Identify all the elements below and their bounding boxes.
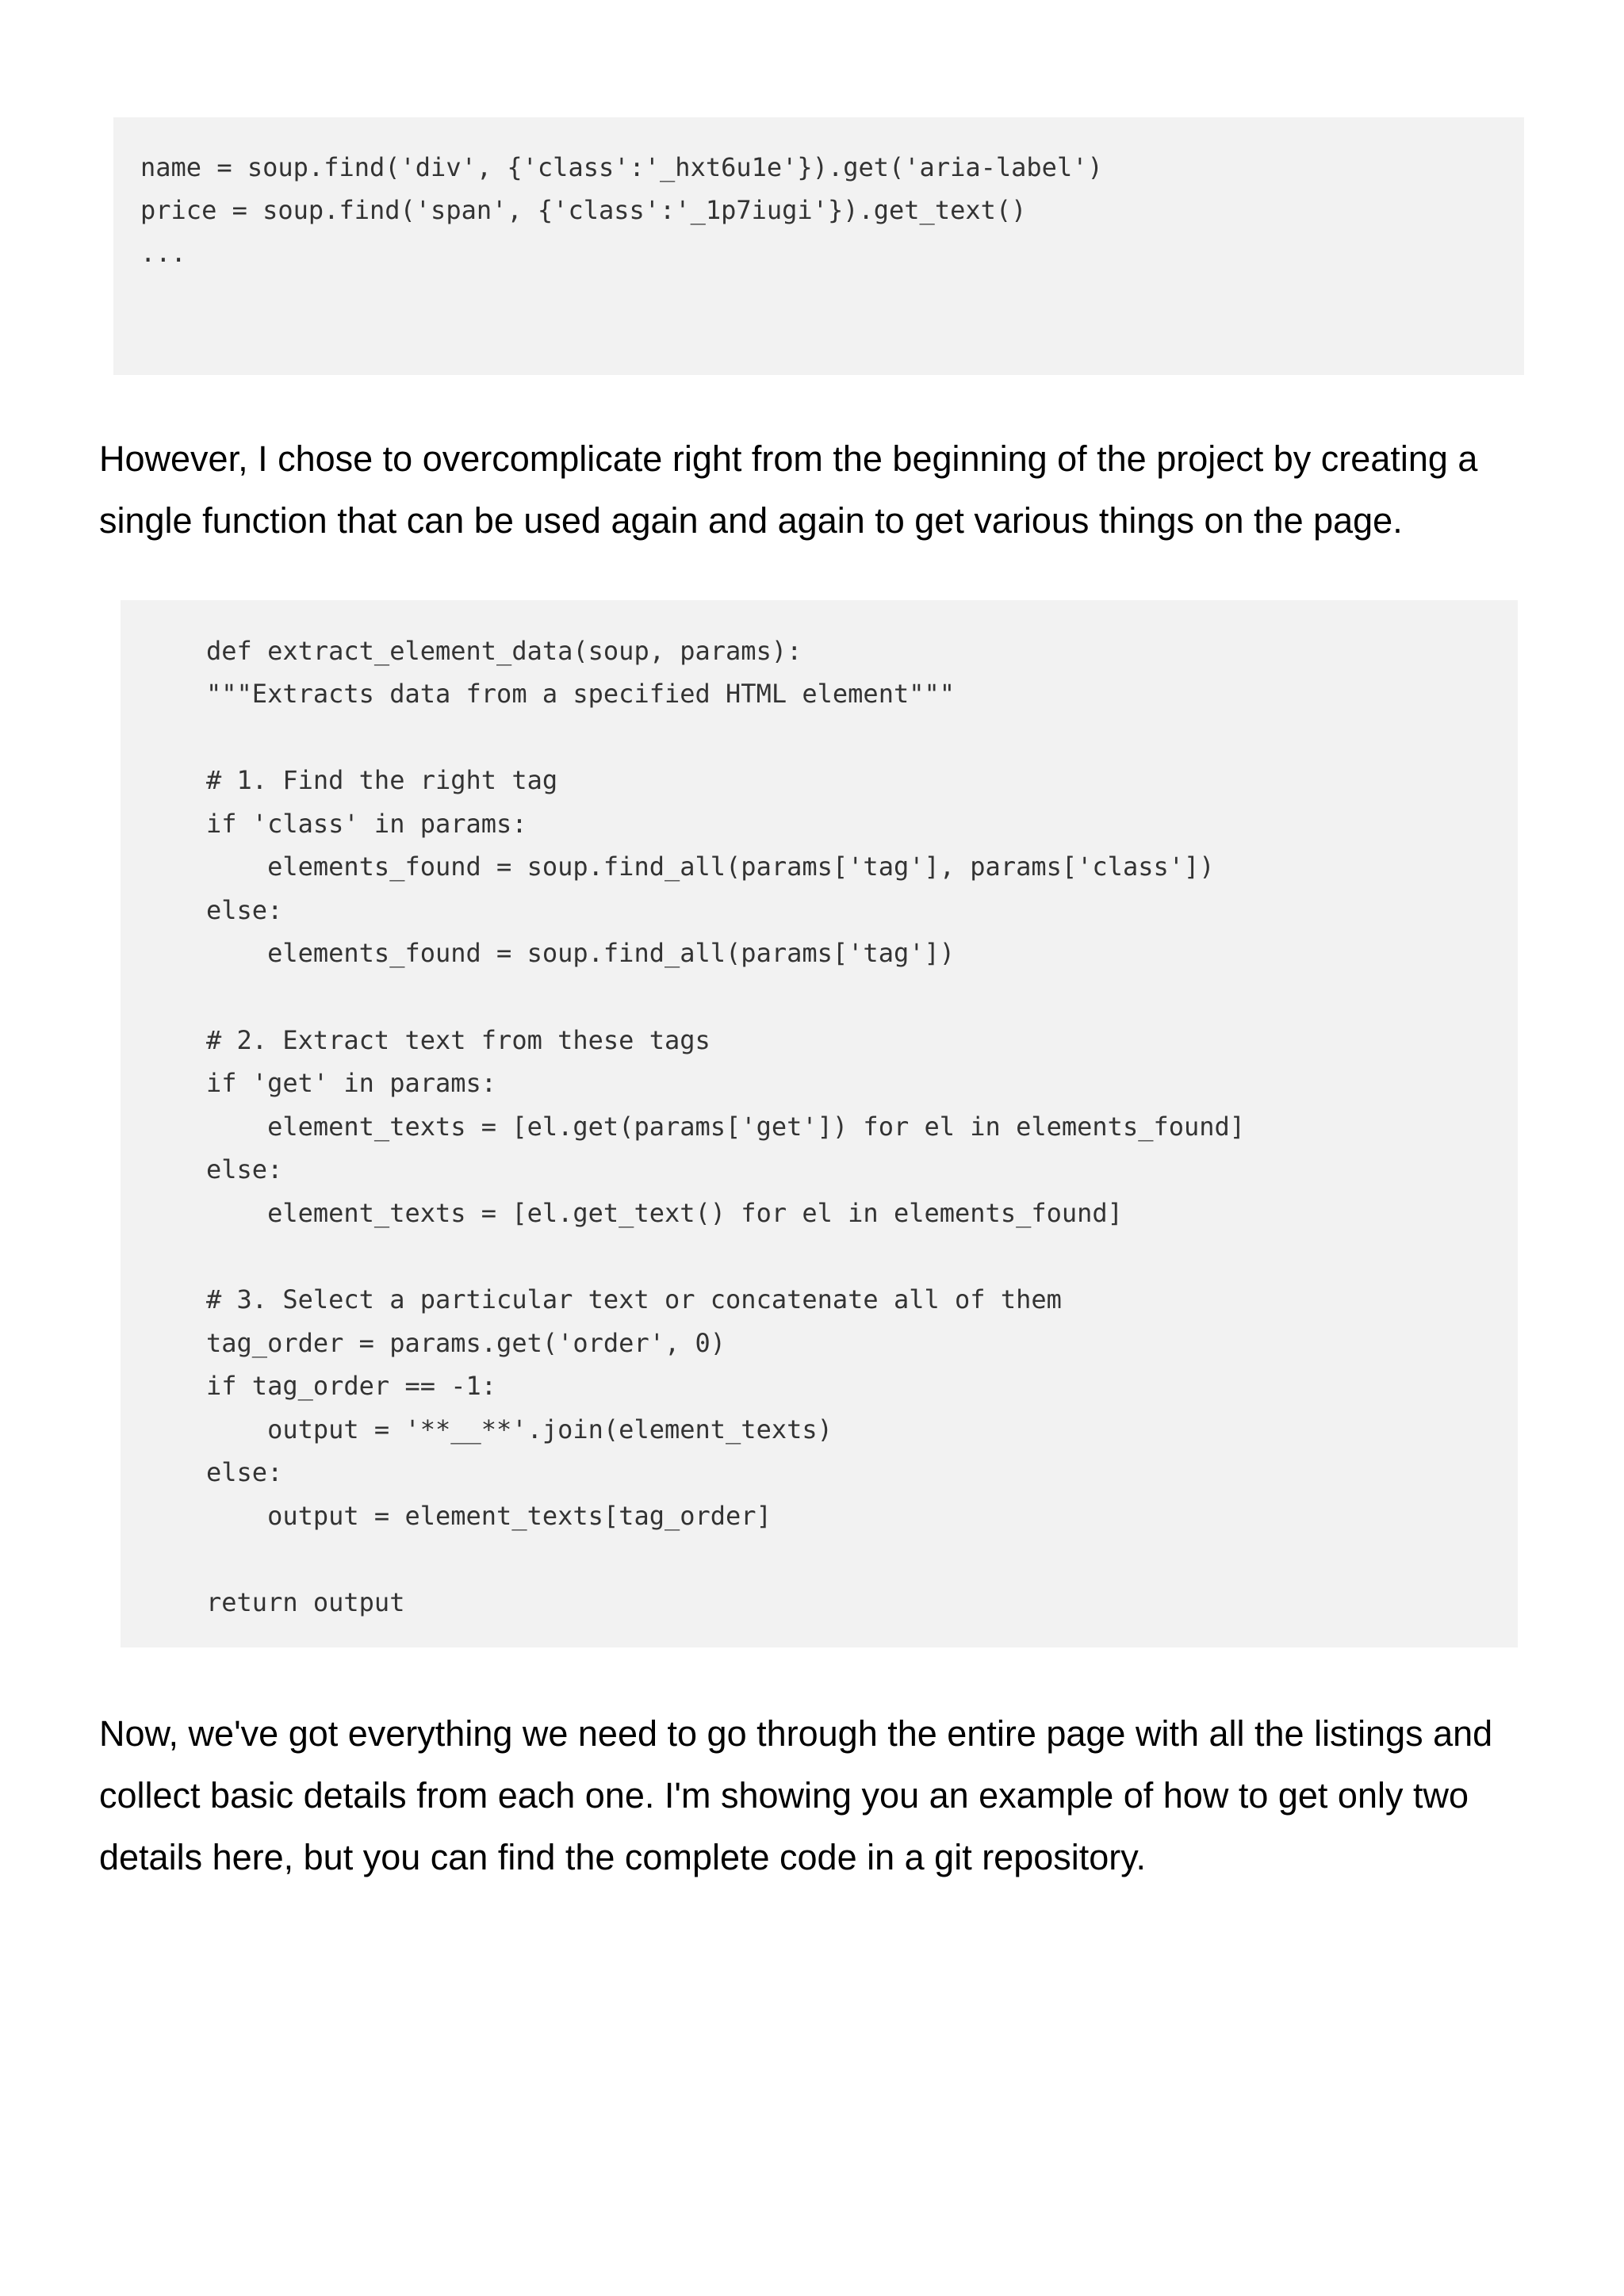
paragraph-line: However, I chose to overcomplicate right from the beginning of the project by creating a — [99, 438, 1478, 479]
code-line: elements_found = soup.find_all(params['tag']) — [206, 938, 956, 968]
code-line: output = '**__**'.join(element_texts) — [206, 1414, 833, 1445]
paragraph-overcomplicate — [99, 428, 1526, 552]
code-line: if 'get' in params: — [206, 1068, 497, 1098]
code-line: element_texts = [el.get(params['get']) for el in elements_found] — [206, 1112, 1246, 1142]
code-line: else: — [206, 1154, 283, 1184]
code-line: ... — [140, 238, 186, 268]
code-line: if tag_order == -1: — [206, 1371, 497, 1401]
code-line: elements_found = soup.find_all(params['tag'], params['class']) — [206, 851, 1215, 882]
code-line: price = soup.find('span', {'class':'_1p7iugi'}).get_text() — [140, 195, 1027, 225]
code-block-scraping-example — [113, 117, 1524, 375]
code-line: if 'class' in params: — [206, 809, 527, 839]
paragraph-line: details here, but you can find the complete code in a git repository. — [99, 1837, 1146, 1877]
code-line: output = element_texts[tag_order] — [206, 1501, 772, 1531]
code-line: return output — [206, 1587, 405, 1617]
code-block-extract-function — [121, 600, 1518, 1647]
code-line: else: — [206, 1457, 283, 1487]
code-line: name = soup.find('div', {'class':'_hxt6u1e'}).get('aria-label') — [140, 152, 1103, 182]
code-line: def extract_element_data(soup, params): — [206, 636, 802, 666]
paragraph-line: collect basic details from each one. I'm showing you an example of how to get only two — [99, 1775, 1469, 1816]
paragraph-listings-details — [99, 1703, 1526, 1888]
code-line: else: — [206, 895, 283, 925]
paragraph-line: single function that can be used again and again to get various things on the page. — [99, 500, 1403, 541]
code-line: """Extracts data from a specified HTML element""" — [206, 679, 956, 709]
code-line: # 2. Extract text from these tags — [206, 1025, 710, 1055]
code-line: # 1. Find the right tag — [206, 765, 558, 795]
code-line: element_texts = [el.get_text() for el in elements_found] — [206, 1198, 1123, 1228]
code-line: # 3. Select a particular text or concatenate all of them — [206, 1284, 1062, 1314]
code-line: tag_order = params.get('order', 0) — [206, 1328, 726, 1358]
paragraph-line: Now, we've got everything we need to go through the entire page with all the listings and — [99, 1713, 1493, 1754]
